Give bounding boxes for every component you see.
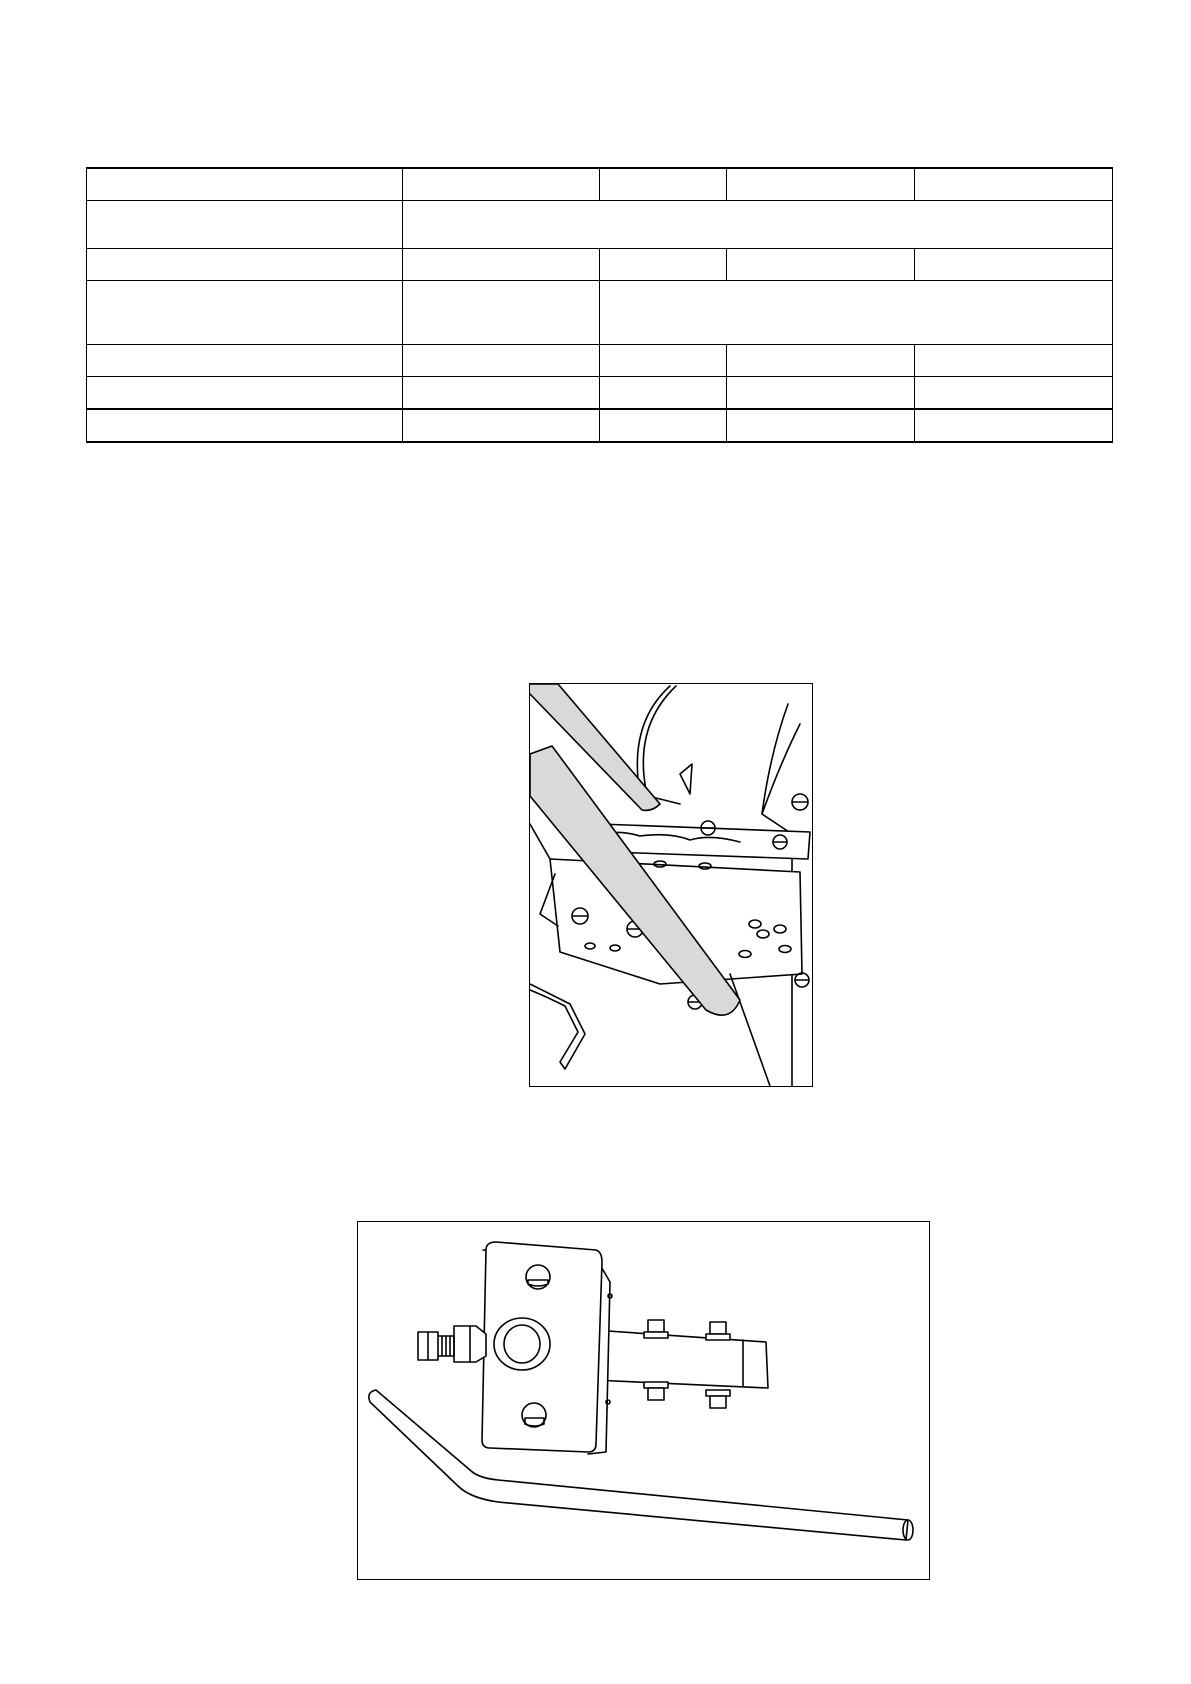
table-cell xyxy=(87,201,403,249)
table-cell xyxy=(727,345,915,377)
table-cell xyxy=(403,168,600,201)
table-cell xyxy=(403,281,600,345)
table-cell xyxy=(915,249,1113,281)
table-cell xyxy=(600,281,1113,345)
table-row xyxy=(87,168,1113,201)
handle-bracket-illustration xyxy=(530,684,812,1086)
table-cell xyxy=(87,377,403,410)
table-cell xyxy=(403,249,600,281)
table-row xyxy=(87,281,1113,345)
table-cell xyxy=(87,168,403,201)
table-cell xyxy=(403,377,600,410)
table-cell xyxy=(915,409,1113,442)
table-cell xyxy=(87,345,403,377)
table-cell xyxy=(87,249,403,281)
table-cell xyxy=(915,168,1113,201)
table-cell xyxy=(600,249,727,281)
table-cell xyxy=(403,201,1113,249)
table-cell xyxy=(915,345,1113,377)
depth-stake-figure xyxy=(357,1221,930,1580)
table-cell xyxy=(600,168,727,201)
table-cell xyxy=(403,345,600,377)
spec-table xyxy=(86,167,1113,443)
table-row xyxy=(87,345,1113,377)
handle-bracket-figure xyxy=(529,683,813,1087)
depth-stake-illustration xyxy=(358,1222,929,1579)
table-cell xyxy=(727,409,915,442)
table-row xyxy=(87,377,1113,410)
table-row xyxy=(87,249,1113,281)
table-cell xyxy=(87,281,403,345)
table-row xyxy=(87,409,1113,442)
table-cell xyxy=(915,377,1113,410)
table-cell xyxy=(600,345,727,377)
table-cell xyxy=(600,377,727,410)
table-cell xyxy=(727,249,915,281)
table-row xyxy=(87,201,1113,249)
table-cell xyxy=(87,409,403,442)
table-cell xyxy=(727,377,915,410)
table-cell xyxy=(600,409,727,442)
table-cell xyxy=(403,409,600,442)
table-cell xyxy=(727,168,915,201)
